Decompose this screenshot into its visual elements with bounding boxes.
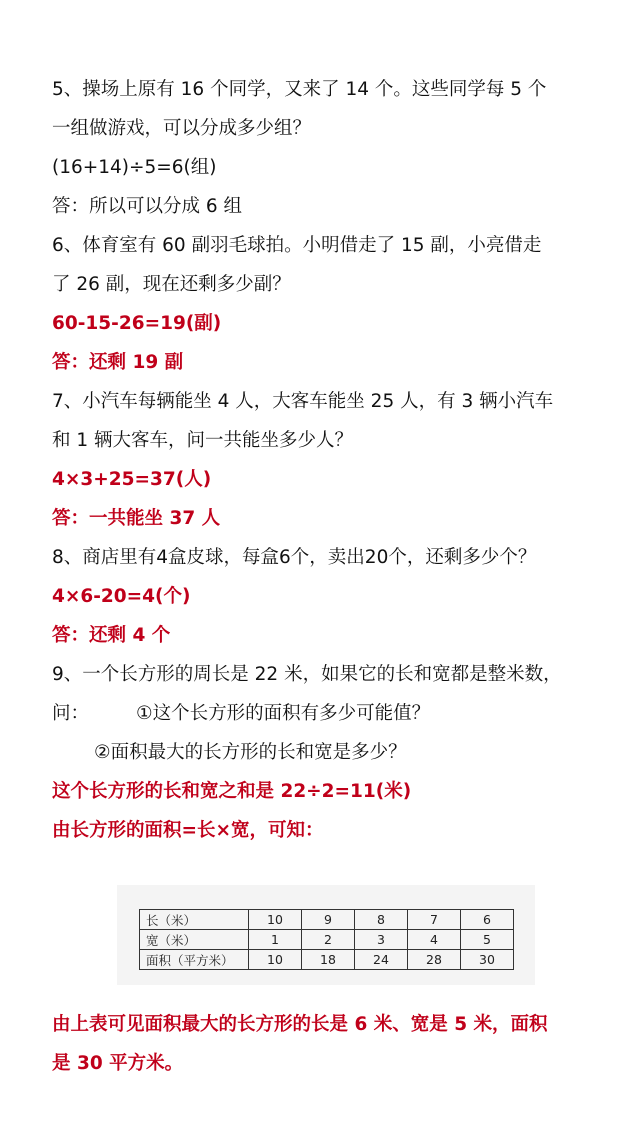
area-table <box>139 909 514 970</box>
table-cell: 5 <box>461 930 514 950</box>
table-cell: 9 <box>302 910 355 930</box>
row-label: 长（米） <box>140 910 249 930</box>
table-row <box>140 910 514 930</box>
table-cell: 10 <box>249 950 302 970</box>
q5-answer: 答：所以可以分成 6 组 <box>52 196 243 217</box>
table-cell: 4 <box>408 930 461 950</box>
table-cell: 30 <box>461 950 514 970</box>
table-cell: 28 <box>408 950 461 970</box>
table-cell: 7 <box>408 910 461 930</box>
row-label: 面积（平方米） <box>140 950 249 970</box>
area-table-image <box>117 885 535 985</box>
q7-answer: 答：一共能坐 37 人 <box>52 508 221 529</box>
q8-line1: 8、商店里有4盒皮球，每盒6个，卖出20个，还剩多少个？ <box>52 547 537 568</box>
q6-answer: 答：还剩 19 副 <box>52 352 184 373</box>
q9-solution-line2: 由长方形的面积=长×宽，可知： <box>52 820 324 841</box>
table-cell: 18 <box>302 950 355 970</box>
q9-line2: 问： ①这个长方形的面积有多少可能值？ <box>52 703 431 724</box>
q8-answer: 答：还剩 4 个 <box>52 625 171 646</box>
q6-line1: 6、体育室有 60 副羽毛球拍。小明借走了 15 副，小亮借走 <box>52 235 542 256</box>
q5-line2: 一组做游戏，可以分成多少组？ <box>52 118 312 139</box>
table-row <box>140 950 514 970</box>
table-cell: 3 <box>355 930 408 950</box>
q9-line1: 9、一个长方形的周长是 22 米，如果它的长和宽都是整米数， <box>52 664 562 685</box>
row-label: 宽（米） <box>140 930 249 950</box>
q7-line2: 和 1 辆大客车，问一共能坐多少人？ <box>52 430 354 451</box>
table-row <box>140 930 514 950</box>
q9-line3: ②面积最大的长方形的长和宽是多少？ <box>94 742 407 763</box>
q5-line1: 5、操场上原有 16 个同学，又来了 14 个。这些同学每 5 个 <box>52 79 547 100</box>
q8-equation: 4×6-20=4(个) <box>52 586 191 607</box>
q7-line1: 7、小汽车每辆能坐 4 人，大客车能坐 25 人，有 3 辆小汽车 <box>52 391 554 412</box>
q7-equation: 4×3+25=37(人) <box>52 469 212 490</box>
table-cell: 24 <box>355 950 408 970</box>
table-cell: 2 <box>302 930 355 950</box>
table-cell: 6 <box>461 910 514 930</box>
q9-conclusion-line2: 是 30 平方米。 <box>52 1053 184 1074</box>
table-cell: 8 <box>355 910 408 930</box>
q9-conclusion-line1: 由上表可见面积最大的长方形的长是 6 米、宽是 5 米，面积 <box>52 1014 548 1035</box>
q9-solution-line1: 这个长方形的长和宽之和是 22÷2=11(米) <box>52 781 412 802</box>
q5-equation: (16+14)÷5=6(组) <box>52 157 217 178</box>
table-cell: 1 <box>249 930 302 950</box>
table-cell: 10 <box>249 910 302 930</box>
q6-line2: 了 26 副，现在还剩多少副？ <box>52 274 291 295</box>
q6-equation: 60-15-26=19(副) <box>52 313 222 334</box>
